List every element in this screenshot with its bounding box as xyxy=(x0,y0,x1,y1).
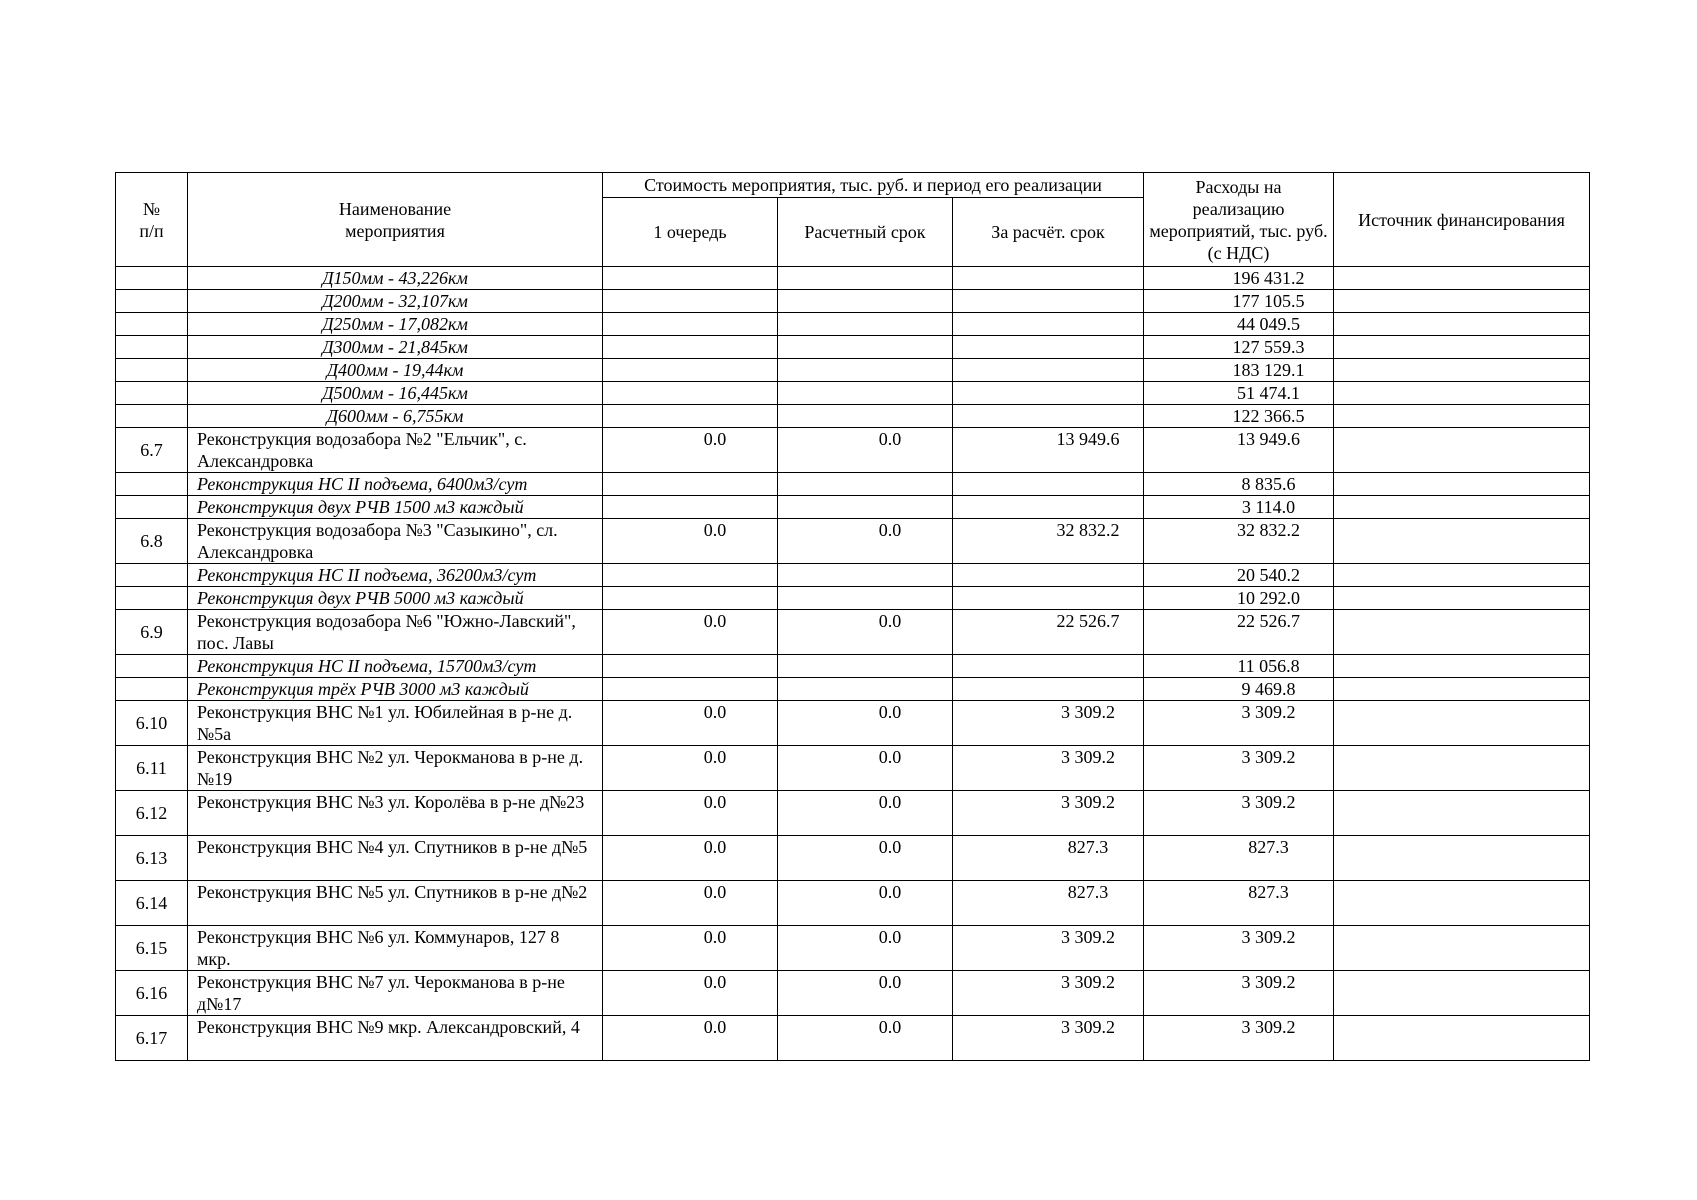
row-funding-source xyxy=(1334,678,1590,701)
header-phase1: 1 очередь xyxy=(603,198,778,267)
row-number xyxy=(116,655,188,678)
row-calc-period-cost: 0.0 xyxy=(778,836,953,881)
row-phase1-cost xyxy=(603,564,778,587)
row-measure-name: Д250мм - 17,082км xyxy=(188,313,603,336)
row-total-period-cost: 827.3 xyxy=(953,836,1144,881)
row-expenses: 3 309.2 xyxy=(1144,926,1334,971)
row-phase1-cost: 0.0 xyxy=(603,746,778,791)
row-expenses: 3 309.2 xyxy=(1144,1016,1334,1061)
row-number: 6.16 xyxy=(116,971,188,1016)
row-phase1-cost: 0.0 xyxy=(603,881,778,926)
row-expenses: 22 526.7 xyxy=(1144,610,1334,655)
row-number xyxy=(116,587,188,610)
row-phase1-cost xyxy=(603,336,778,359)
row-funding-source xyxy=(1334,926,1590,971)
row-measure-name: Реконструкция ВНС №3 ул. Королёва в р-не д№23 xyxy=(188,791,603,836)
row-total-period-cost xyxy=(953,496,1144,519)
row-expenses: 3 309.2 xyxy=(1144,746,1334,791)
row-calc-period-cost xyxy=(778,405,953,428)
row-total-period-cost xyxy=(953,382,1144,405)
row-phase1-cost: 0.0 xyxy=(603,1016,778,1061)
table-row xyxy=(116,359,1590,382)
row-total-period-cost xyxy=(953,267,1144,290)
table-row xyxy=(116,496,1590,519)
row-funding-source xyxy=(1334,290,1590,313)
row-number xyxy=(116,290,188,313)
row-phase1-cost xyxy=(603,678,778,701)
row-total-period-cost: 3 309.2 xyxy=(953,746,1144,791)
row-expenses: 3 309.2 xyxy=(1144,791,1334,836)
row-funding-source xyxy=(1334,428,1590,473)
row-number xyxy=(116,267,188,290)
table-row xyxy=(116,428,1590,473)
row-calc-period-cost xyxy=(778,336,953,359)
row-measure-name: Реконструкция водозабора №2 "Ельчик", с. Александровка xyxy=(188,428,603,473)
row-expenses: 827.3 xyxy=(1144,881,1334,926)
table-row xyxy=(116,610,1590,655)
row-total-period-cost xyxy=(953,678,1144,701)
table-row xyxy=(116,926,1590,971)
row-number xyxy=(116,359,188,382)
row-calc-period-cost: 0.0 xyxy=(778,610,953,655)
row-calc-period-cost xyxy=(778,473,953,496)
row-measure-name: Реконструкция водозабора №3 "Сазыкино", сл. Александровка xyxy=(188,519,603,564)
table-row xyxy=(116,336,1590,359)
table-row xyxy=(116,678,1590,701)
row-expenses: 3 114.0 xyxy=(1144,496,1334,519)
row-funding-source xyxy=(1334,971,1590,1016)
row-total-period-cost: 3 309.2 xyxy=(953,1016,1144,1061)
row-phase1-cost: 0.0 xyxy=(603,791,778,836)
row-funding-source xyxy=(1334,881,1590,926)
header-cost-group: Стоимость мероприятия, тыс. руб. и период его реализации xyxy=(603,173,1144,198)
row-total-period-cost: 3 309.2 xyxy=(953,971,1144,1016)
row-measure-name: Реконструкция НС II подъема, 15700м3/сут xyxy=(188,655,603,678)
table-header xyxy=(116,173,1590,267)
row-expenses: 11 056.8 xyxy=(1144,655,1334,678)
row-measure-name: Реконструкция ВНС №2 ул. Черокманова в р-не д.№19 xyxy=(188,746,603,791)
table-row xyxy=(116,587,1590,610)
row-expenses: 3 309.2 xyxy=(1144,701,1334,746)
row-phase1-cost: 0.0 xyxy=(603,971,778,1016)
table-row xyxy=(116,382,1590,405)
row-measure-name: Реконструкция ВНС №9 мкр. Александровский, 4 xyxy=(188,1016,603,1061)
table-row xyxy=(116,1016,1590,1061)
row-funding-source xyxy=(1334,587,1590,610)
table-body xyxy=(116,267,1590,1061)
header-name: Наименование мероприятия xyxy=(188,173,603,267)
row-total-period-cost xyxy=(953,290,1144,313)
row-number xyxy=(116,382,188,405)
row-expenses: 827.3 xyxy=(1144,836,1334,881)
row-measure-name: Реконструкция ВНС №7 ул. Черокманова в р-не д№17 xyxy=(188,971,603,1016)
row-expenses: 8 835.6 xyxy=(1144,473,1334,496)
row-phase1-cost: 0.0 xyxy=(603,701,778,746)
row-measure-name: Реконструкция ВНС №6 ул. Коммунаров, 127 8 мкр. xyxy=(188,926,603,971)
row-calc-period-cost: 0.0 xyxy=(778,428,953,473)
table-row xyxy=(116,971,1590,1016)
row-phase1-cost: 0.0 xyxy=(603,836,778,881)
row-phase1-cost xyxy=(603,655,778,678)
table-row xyxy=(116,746,1590,791)
row-measure-name: Д500мм - 16,445км xyxy=(188,382,603,405)
row-measure-name: Реконструкция двух РЧВ 5000 м3 каждый xyxy=(188,587,603,610)
row-phase1-cost xyxy=(603,587,778,610)
row-number: 6.10 xyxy=(116,701,188,746)
row-calc-period-cost xyxy=(778,359,953,382)
row-calc-period-cost: 0.0 xyxy=(778,791,953,836)
row-measure-name: Реконструкция двух РЧВ 1500 м3 каждый xyxy=(188,496,603,519)
row-phase1-cost xyxy=(603,496,778,519)
row-phase1-cost: 0.0 xyxy=(603,610,778,655)
row-calc-period-cost xyxy=(778,267,953,290)
row-funding-source xyxy=(1334,564,1590,587)
table-row xyxy=(116,701,1590,746)
row-number: 6.7 xyxy=(116,428,188,473)
table-row xyxy=(116,881,1590,926)
row-calc-period-cost xyxy=(778,678,953,701)
table-row xyxy=(116,836,1590,881)
row-expenses: 10 292.0 xyxy=(1144,587,1334,610)
row-number xyxy=(116,313,188,336)
row-expenses: 9 469.8 xyxy=(1144,678,1334,701)
row-number: 6.13 xyxy=(116,836,188,881)
row-measure-name: Реконструкция ВНС №4 ул. Спутников в р-не д№5 xyxy=(188,836,603,881)
row-measure-name: Реконструкция НС II подъема, 36200м3/сут xyxy=(188,564,603,587)
investment-measures-table xyxy=(115,172,1590,1061)
row-funding-source xyxy=(1334,836,1590,881)
table-row xyxy=(116,473,1590,496)
row-expenses: 127 559.3 xyxy=(1144,336,1334,359)
row-phase1-cost xyxy=(603,473,778,496)
row-calc-period-cost xyxy=(778,496,953,519)
row-phase1-cost: 0.0 xyxy=(603,428,778,473)
row-funding-source xyxy=(1334,405,1590,428)
row-phase1-cost xyxy=(603,405,778,428)
row-number xyxy=(116,678,188,701)
row-calc-period-cost xyxy=(778,382,953,405)
row-measure-name: Д150мм - 43,226км xyxy=(188,267,603,290)
row-funding-source xyxy=(1334,610,1590,655)
row-total-period-cost: 32 832.2 xyxy=(953,519,1144,564)
row-phase1-cost xyxy=(603,313,778,336)
row-number: 6.17 xyxy=(116,1016,188,1061)
row-total-period-cost xyxy=(953,587,1144,610)
table-row xyxy=(116,791,1590,836)
row-expenses: 183 129.1 xyxy=(1144,359,1334,382)
row-number xyxy=(116,564,188,587)
row-measure-name: Д200мм - 32,107км xyxy=(188,290,603,313)
row-funding-source xyxy=(1334,496,1590,519)
row-total-period-cost: 3 309.2 xyxy=(953,701,1144,746)
table-row xyxy=(116,519,1590,564)
row-total-period-cost xyxy=(953,655,1144,678)
row-calc-period-cost xyxy=(778,313,953,336)
row-number: 6.14 xyxy=(116,881,188,926)
row-phase1-cost: 0.0 xyxy=(603,926,778,971)
row-expenses: 3 309.2 xyxy=(1144,971,1334,1016)
row-number: 6.8 xyxy=(116,519,188,564)
header-total-period: За расчёт. срок xyxy=(953,198,1144,267)
row-calc-period-cost: 0.0 xyxy=(778,1016,953,1061)
row-total-period-cost xyxy=(953,313,1144,336)
row-funding-source xyxy=(1334,791,1590,836)
row-funding-source xyxy=(1334,267,1590,290)
row-measure-name: Реконструкция НС II подъема, 6400м3/сут xyxy=(188,473,603,496)
row-number xyxy=(116,405,188,428)
table-row xyxy=(116,267,1590,290)
row-number xyxy=(116,336,188,359)
row-calc-period-cost: 0.0 xyxy=(778,881,953,926)
row-calc-period-cost xyxy=(778,587,953,610)
row-total-period-cost xyxy=(953,405,1144,428)
row-measure-name: Д600мм - 6,755км xyxy=(188,405,603,428)
row-measure-name: Реконструкция трёх РЧВ 3000 м3 каждый xyxy=(188,678,603,701)
row-funding-source xyxy=(1334,519,1590,564)
row-calc-period-cost xyxy=(778,564,953,587)
table-row xyxy=(116,655,1590,678)
row-expenses: 177 105.5 xyxy=(1144,290,1334,313)
row-expenses: 44 049.5 xyxy=(1144,313,1334,336)
row-total-period-cost: 3 309.2 xyxy=(953,791,1144,836)
row-funding-source xyxy=(1334,1016,1590,1061)
row-total-period-cost: 3 309.2 xyxy=(953,926,1144,971)
row-measure-name: Реконструкция ВНС №5 ул. Спутников в р-не д№2 xyxy=(188,881,603,926)
row-calc-period-cost: 0.0 xyxy=(778,926,953,971)
row-expenses: 196 431.2 xyxy=(1144,267,1334,290)
row-phase1-cost xyxy=(603,382,778,405)
row-calc-period-cost: 0.0 xyxy=(778,971,953,1016)
row-measure-name: Д400мм - 19,44км xyxy=(188,359,603,382)
row-calc-period-cost xyxy=(778,655,953,678)
header-source: Источник финансирования xyxy=(1334,173,1590,267)
table-row xyxy=(116,290,1590,313)
row-calc-period-cost xyxy=(778,290,953,313)
table-row xyxy=(116,564,1590,587)
table-row xyxy=(116,313,1590,336)
row-funding-source xyxy=(1334,746,1590,791)
row-total-period-cost xyxy=(953,564,1144,587)
row-funding-source xyxy=(1334,473,1590,496)
header-expenses: Расходы на реализацию мероприятий, тыс. руб. (с НДС) xyxy=(1144,173,1334,267)
row-total-period-cost: 827.3 xyxy=(953,881,1144,926)
row-funding-source xyxy=(1334,701,1590,746)
row-number: 6.9 xyxy=(116,610,188,655)
row-measure-name: Реконструкция ВНС №1 ул. Юбилейная в р-не д.№5а xyxy=(188,701,603,746)
row-number xyxy=(116,473,188,496)
row-funding-source xyxy=(1334,382,1590,405)
row-phase1-cost: 0.0 xyxy=(603,519,778,564)
row-expenses: 122 366.5 xyxy=(1144,405,1334,428)
row-calc-period-cost: 0.0 xyxy=(778,701,953,746)
header-num: № п/п xyxy=(116,173,188,267)
row-phase1-cost xyxy=(603,290,778,313)
row-funding-source xyxy=(1334,336,1590,359)
row-expenses: 51 474.1 xyxy=(1144,382,1334,405)
row-number: 6.11 xyxy=(116,746,188,791)
row-expenses: 13 949.6 xyxy=(1144,428,1334,473)
row-total-period-cost xyxy=(953,359,1144,382)
table-row xyxy=(116,405,1590,428)
row-total-period-cost xyxy=(953,473,1144,496)
row-measure-name: Реконструкция водозабора №6 "Южно-Лавский", пос. Лавы xyxy=(188,610,603,655)
row-number: 6.15 xyxy=(116,926,188,971)
row-total-period-cost xyxy=(953,336,1144,359)
row-total-period-cost: 22 526.7 xyxy=(953,610,1144,655)
row-number: 6.12 xyxy=(116,791,188,836)
row-measure-name: Д300мм - 21,845км xyxy=(188,336,603,359)
row-funding-source xyxy=(1334,655,1590,678)
header-calc-period: Расчетный срок xyxy=(778,198,953,267)
row-funding-source xyxy=(1334,359,1590,382)
row-total-period-cost: 13 949.6 xyxy=(953,428,1144,473)
row-phase1-cost xyxy=(603,267,778,290)
row-funding-source xyxy=(1334,313,1590,336)
row-expenses: 32 832.2 xyxy=(1144,519,1334,564)
row-number xyxy=(116,496,188,519)
row-calc-period-cost: 0.0 xyxy=(778,746,953,791)
row-calc-period-cost: 0.0 xyxy=(778,519,953,564)
row-expenses: 20 540.2 xyxy=(1144,564,1334,587)
row-phase1-cost xyxy=(603,359,778,382)
